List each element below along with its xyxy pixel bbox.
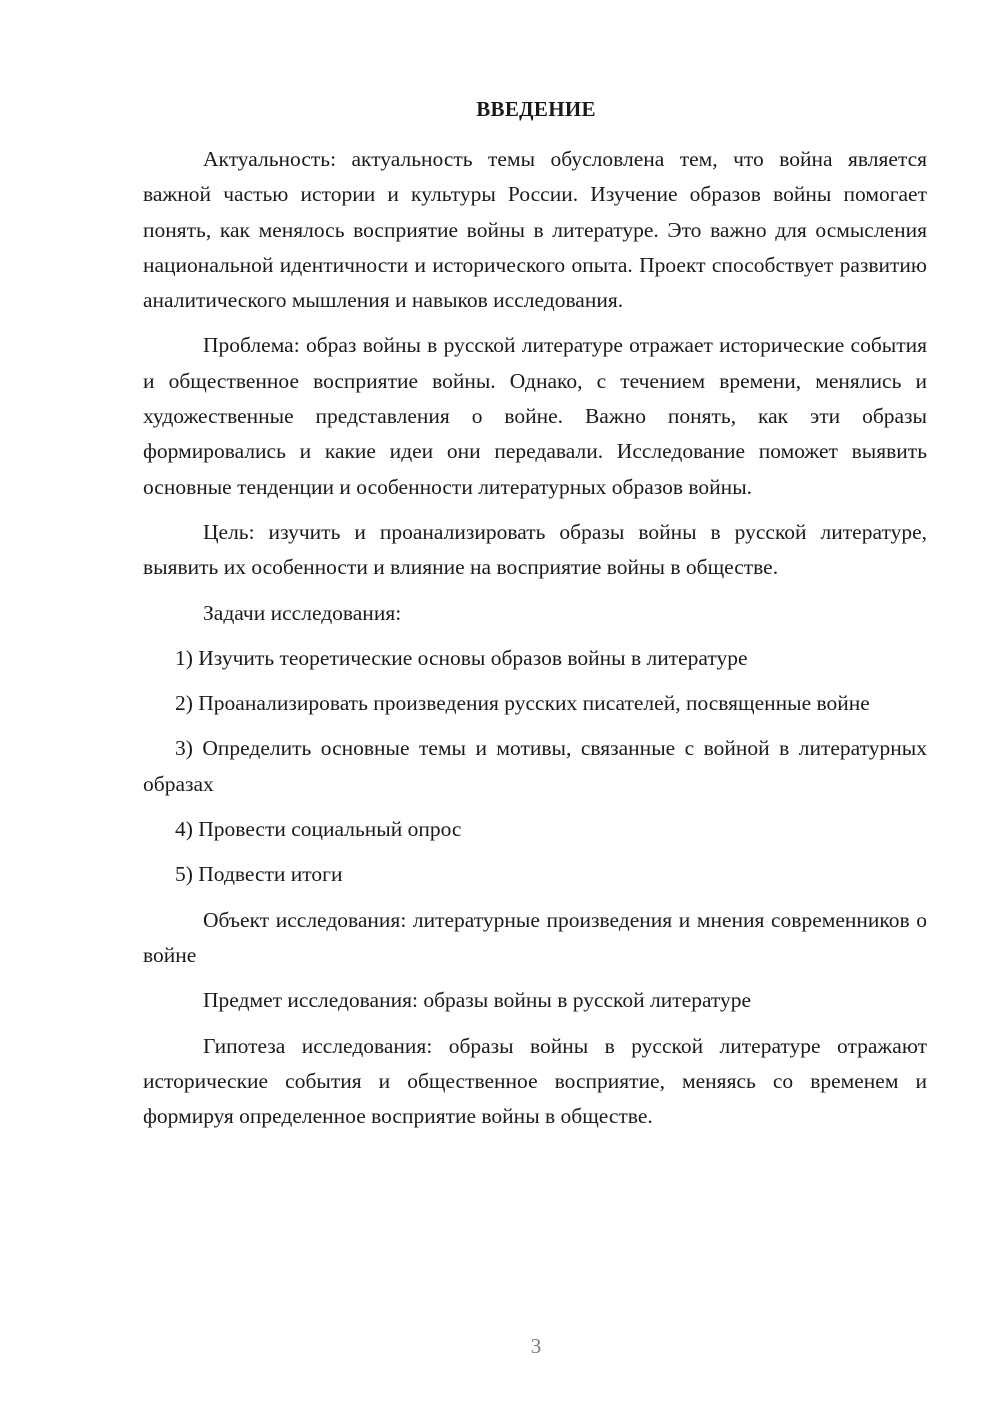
paragraph-hypothesis: Гипотеза исследования: образы войны в русской литературе отражают исторические события и общественное восприятие, меняясь со временем и формируя определенное восприятие войны в обществе.	[143, 1033, 927, 1129]
paragraph-tasks-heading: Задачи исследования:	[203, 600, 402, 625]
paragraph-object: Объект исследования: литературные произведения и мнения современников о войне	[143, 907, 927, 967]
page-number: 3	[530, 1334, 542, 1358]
task-item-1: 1) Изучить теоретические основы образов войны в литературе	[175, 645, 748, 670]
body-text	[143, 142, 927, 1144]
paragraph-relevance: Актуальность: актуальность темы обусловлена тем, что война является важной частью истории и культуры России. Изучение образов войны помогает понять, как менялось восприятие войны в литературе. Это важно для осмысления национальной идентичности и исторического опыта. Проект способствует развитию аналитического мышления и навыков исследования.	[143, 147, 927, 313]
task-item-2: 2) Проанализировать произведения русских писателей, посвященные войне	[175, 691, 870, 716]
section-heading: ВВЕДЕНИЕ	[476, 97, 596, 121]
task-item-5: 5) Подвести итоги	[175, 862, 343, 887]
paragraph-goal: Цель: изучить и проанализировать образы войны в русской литературе, выявить их особенности и влияние на восприятие войны в обществе.	[143, 519, 927, 580]
task-item-4: 4) Провести социальный опрос	[175, 817, 462, 842]
paragraph-subject: Предмет исследования: образы войны в русской литературе	[203, 988, 752, 1013]
paragraph-problem: Проблема: образ войны в русской литературе отражает исторические события и общественное восприятие войны. Однако, с течением времени, менялись и художественные представления о войне. Важно понять, как эти образы формировались и какие идеи они передавали. Исследование поможет выявить основные тенденции и особенности литературных образов войны.	[143, 333, 927, 499]
task-item-3: 3) Определить основные темы и мотивы, связанные с войной в литературных образах	[143, 736, 927, 796]
